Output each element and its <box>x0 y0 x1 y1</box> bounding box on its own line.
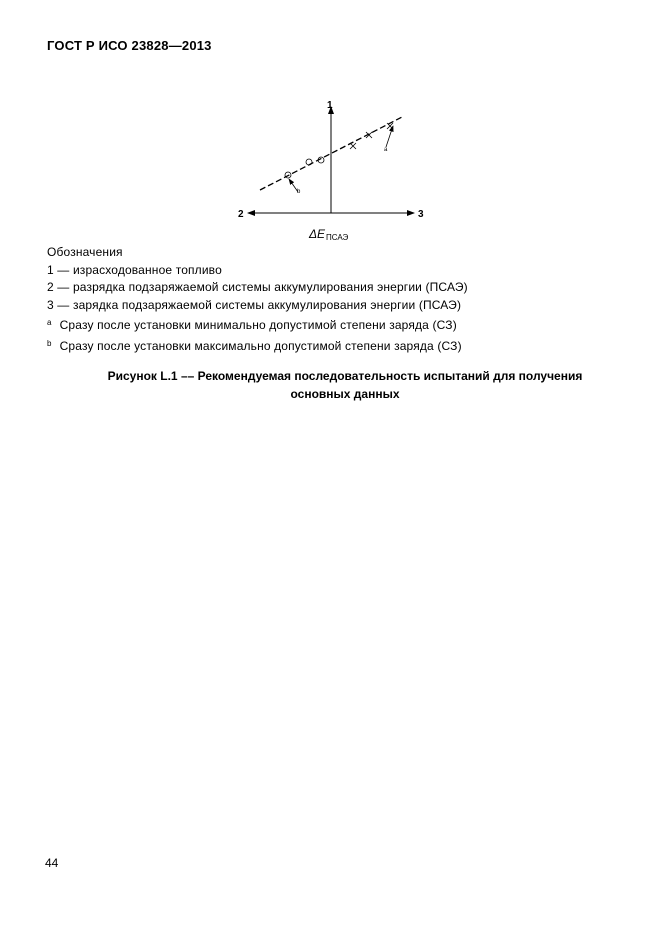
axis-label-1: 1 <box>327 100 333 111</box>
data-cross <box>350 143 356 149</box>
legend-item: 2 — разрядка подзаряжаемой системы аккумулирования энергии (ПСАЭ) <box>47 280 468 295</box>
x-label-delta: ΔE <box>309 227 326 241</box>
page-number: 44 <box>45 856 59 870</box>
footnote-b-mark: b <box>47 338 52 348</box>
footnote-a-mark: a <box>47 318 52 328</box>
trend-line <box>260 116 404 190</box>
legend-item: 1 — израсходованное топливо <box>47 262 222 277</box>
footnote-mark-b: b <box>297 189 301 195</box>
axis-label-2: 2 <box>238 209 244 220</box>
footnote-a <box>47 314 607 335</box>
footnote-a-text: Сразу после установки минимально допустимой степени заряда (СЗ) <box>59 318 457 333</box>
document-header: ГОСТ Р ИСО 23828—2013 <box>47 38 212 53</box>
caption-line-2: основных данных <box>290 387 400 401</box>
x-label-subscript: ПСАЭ <box>326 233 349 242</box>
footnote-b-text: Сразу после установки максимально допустимой степени заряда (СЗ) <box>59 338 462 353</box>
footnote-mark-a: a <box>384 147 388 153</box>
legend-item: 3 — зарядка подзаряжаемой системы аккумулирования энергии (ПСАЭ) <box>47 297 462 312</box>
axis-label-3: 3 <box>418 209 424 220</box>
caption-line-1: Рисунок L.1 –– Рекомендуемая последовательность испытаний для получения <box>107 369 583 383</box>
figure-diagram <box>230 95 435 245</box>
legend <box>47 244 607 356</box>
pointer-a-arrow <box>386 126 393 147</box>
figure-caption <box>47 367 643 403</box>
diagram-svg <box>230 95 435 245</box>
legend-heading: Обозначения <box>47 245 123 259</box>
footnote-b <box>47 335 607 356</box>
